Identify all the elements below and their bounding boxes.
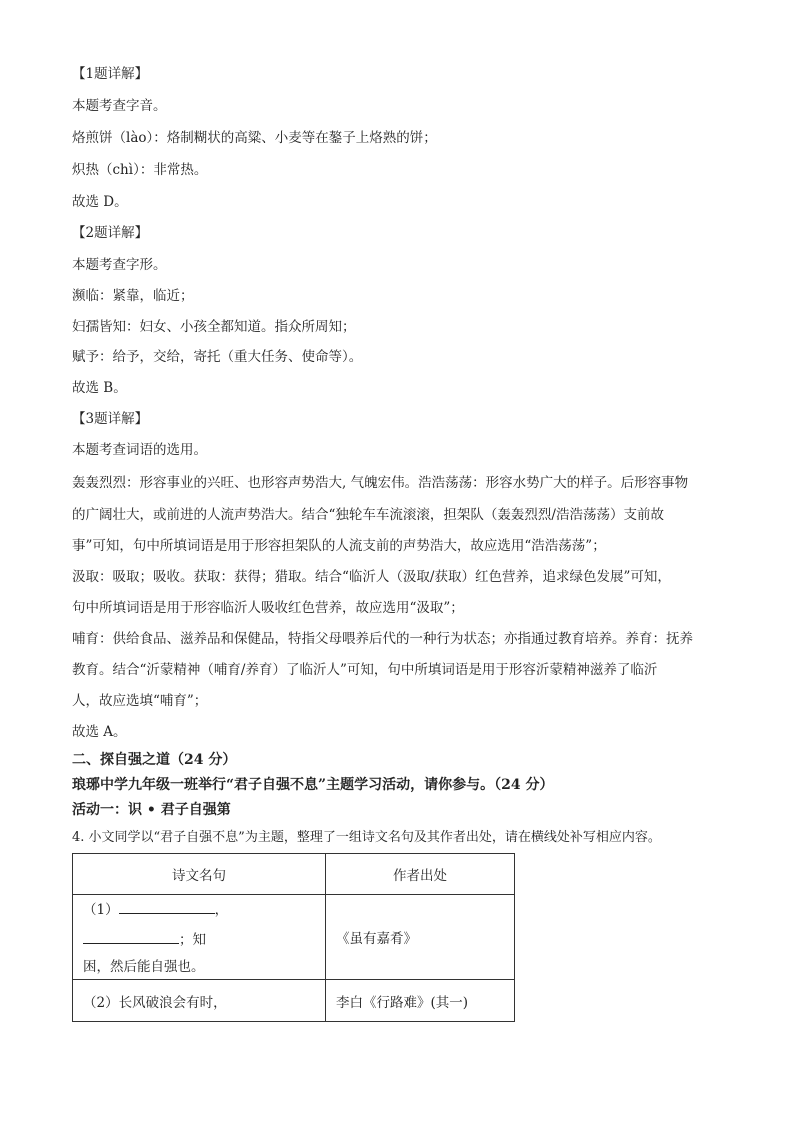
table-cell-quote <box>73 895 326 980</box>
q1-heading: 【1题详解】 <box>72 66 149 82</box>
row1-prefix: （1） <box>83 902 119 918</box>
fill-blank-1[interactable] <box>119 899 215 914</box>
q3-p1-line: 轰轰烈烈：形容事业的兴旺、也形容声势浩大, 气魄宏伟。浩浩荡荡：形容水势广大的样子。后形容事物 <box>72 475 689 491</box>
q3-p3-line: 人，故应选填“哺育”； <box>72 693 208 709</box>
q3-p3-line: 哺育：供给食品、滋养品和保健品，特指父母喂养后代的一种行为状态；亦指通过教育培养。养育：抚养 <box>72 631 693 647</box>
q1-line2: 炽热（chì）：非常热。 <box>72 162 208 178</box>
q3-answer: 故选 A。 <box>72 724 127 740</box>
q2-answer: 故选 B。 <box>72 380 127 396</box>
q3-p2-line: 句中所填词语是用于形容临沂人吸收红色营养，故应选用“汲取”； <box>72 600 464 616</box>
table-cell-source: 《虽有嘉肴》 <box>326 895 515 980</box>
q2-intro: 本题考查字形。 <box>72 257 167 273</box>
row1-line2: 困，然后能自强也。 <box>83 959 205 975</box>
q1-line1: 烙煎饼（lào）：烙制糊状的高粱、小麦等在鏊子上烙熟的饼； <box>72 130 437 146</box>
table-row <box>73 895 515 980</box>
q3-p3-line: 教育。结合“沂蒙精神（哺育/养育）了临沂人”可知，句中所填词语是用于形容沂蒙精神滋养了临沂 <box>72 662 658 678</box>
q3-heading: 【3题详解】 <box>72 411 149 427</box>
table-cell-quote: （2）长风破浪会有时， <box>73 980 326 1022</box>
q2-line1: 濒临：紧靠，临近； <box>72 288 194 304</box>
q1-intro: 本题考查字音。 <box>72 98 167 114</box>
table-cell-source: 李白《行路难》(其一) <box>326 980 515 1022</box>
poem-table <box>72 853 515 1022</box>
activity1-title: 活动一：识 • 君子自强第 <box>72 802 231 818</box>
q2-heading: 【2题详解】 <box>72 225 149 241</box>
fill-blank-2[interactable] <box>83 929 179 944</box>
table-header-row <box>73 854 515 895</box>
q1-answer: 故选 D。 <box>72 194 128 210</box>
table-header-source: 作者出处 <box>326 854 515 895</box>
q2-line3: 赋予：给予，交给，寄托（重大任务、使命等）。 <box>72 349 363 365</box>
q3-p1-line: 的广阔壮大，或前进的人流声势浩大。结合“独轮车车流滚滚，担架队（轰轰烈烈/浩浩荡荡）支前故 <box>72 507 664 523</box>
table-header-quote: 诗文名句 <box>73 854 326 895</box>
row1-sep: ， <box>214 902 229 918</box>
q4-prompt: 4. 小文同学以“君子自强不息”为主题，整理了一组诗文名句及其作者出处，请在横线处补写相应内容。 <box>72 830 661 845</box>
row1-after: ；知 <box>179 932 206 948</box>
section-title: 二、探自强之道（24 分） <box>72 752 237 768</box>
q3-p2-line: 汲取：吸取；吸收。获取：获得；猎取。结合“临沂人（汲取/获取）红色营养，追求绿色发展”可知， <box>72 569 671 585</box>
q3-intro: 本题考查词语的选用。 <box>72 442 207 458</box>
q2-line2: 妇孺皆知：妇女、小孩全都知道。指众所周知； <box>72 319 356 335</box>
table-row <box>73 980 515 1022</box>
q3-p1-line: 事”可知，句中所填词语是用于形容担架队的人流支前的声势浩大，故应选用“浩浩荡荡”； <box>72 538 606 554</box>
activity-intro: 琅琊中学九年级一班举行“君子自强不息”主题学习活动，请你参与。（24 分） <box>72 777 554 793</box>
